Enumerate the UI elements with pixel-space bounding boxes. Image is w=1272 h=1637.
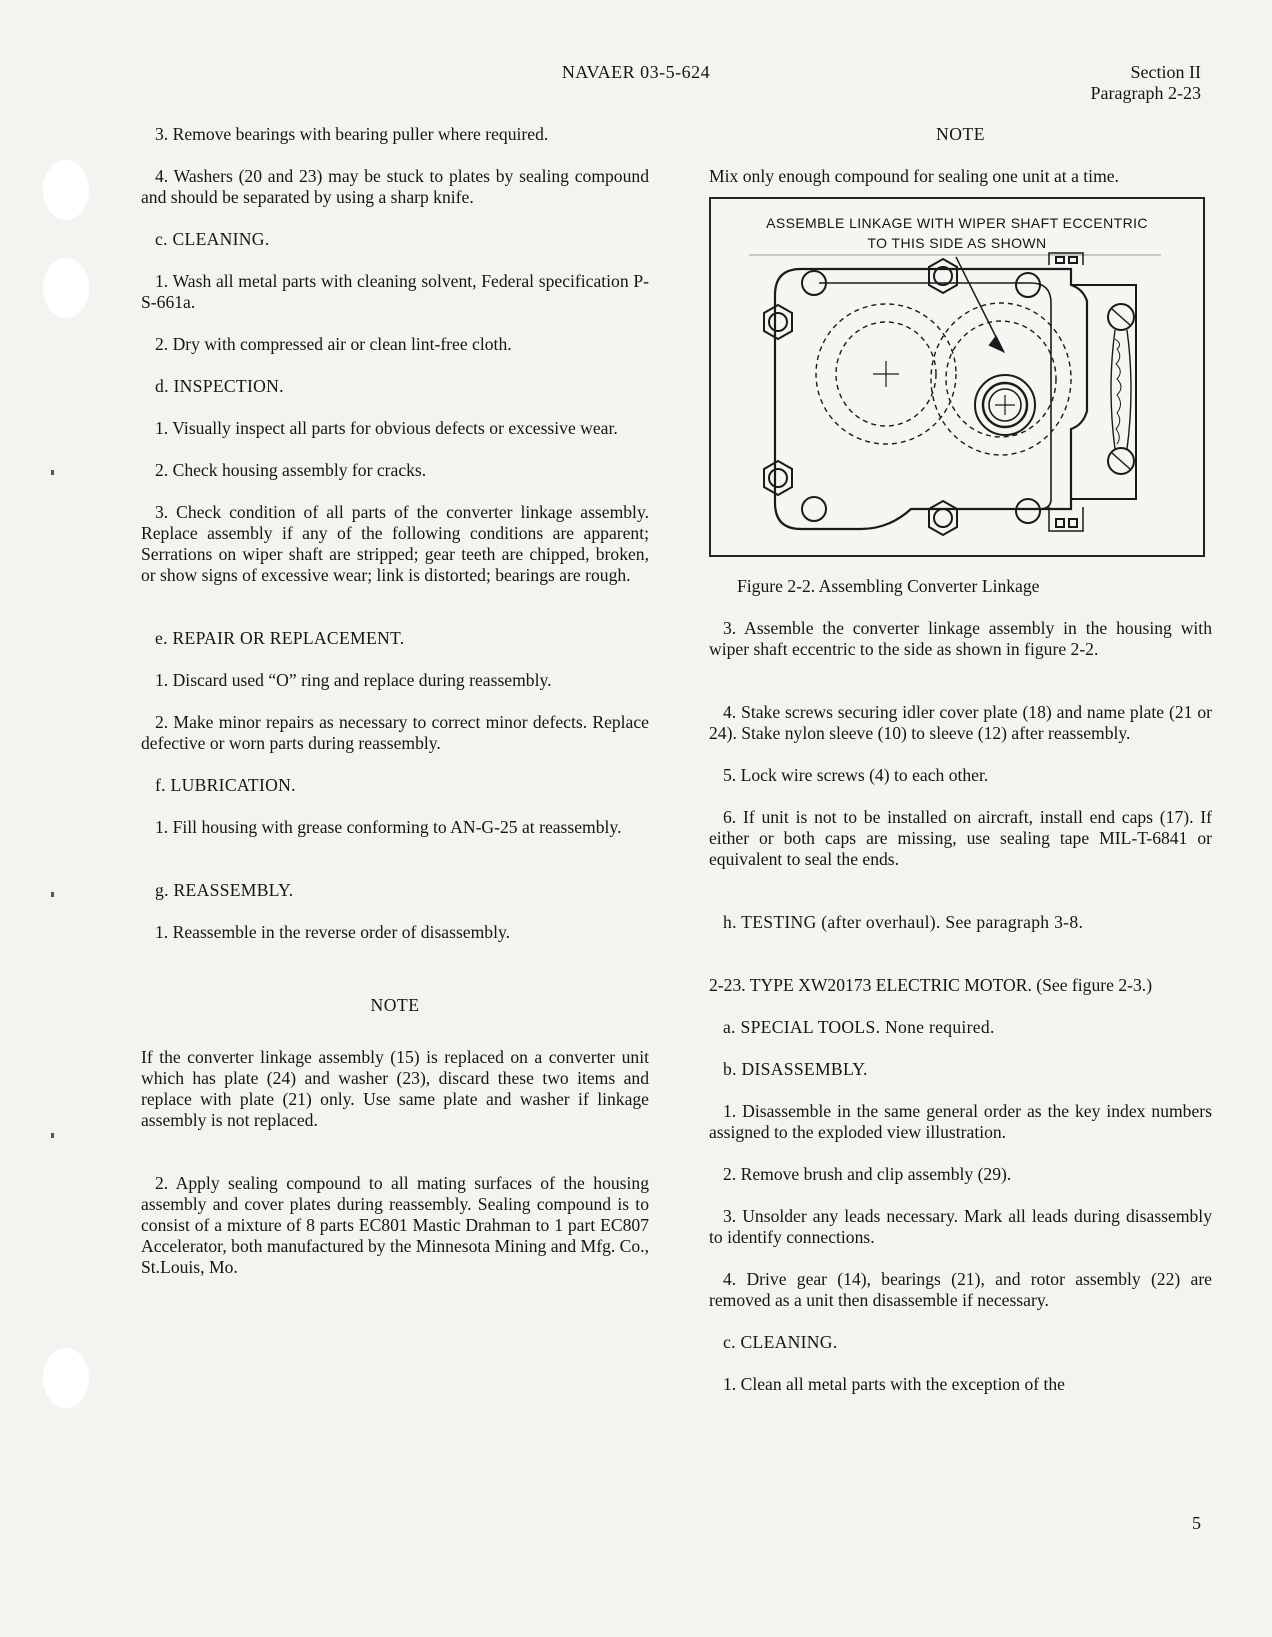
step-stake-screws: 4. Stake screws securing idler cover plate (18) and name plate (21 or 24). Stake nylon sleeve (10) to sleeve (12) after reassembly. [709,702,1212,743]
section-reference [1091,62,1201,104]
step-reassemble: 1. Reassemble in the reverse order of disassembly. [155,922,511,942]
step-disassemble-order: 1. Disassemble in the same general order as the key index numbers assigned to the exploded view illustration. [709,1101,1212,1142]
step-unsolder: 3. Unsolder any leads necessary. Mark all leads during disassembly to identify connections. [709,1206,1212,1247]
note-heading: NOTE [370,995,420,1015]
figure-callout-line1: ASSEMBLE LINKAGE WITH WIPER SHAFT ECCENTRIC [766,215,1148,231]
heading-repair: e. REPAIR OR REPLACEMENT. [155,628,405,648]
step-drive-gear: 4. Drive gear (14), bearings (21), and rotor assembly (22) are removed as a unit then disassemble if necessary. [709,1269,1212,1310]
punch-hole [43,1348,89,1408]
step-fill-grease: 1. Fill housing with grease conforming to AN-G-25 at reassembly. [155,817,622,837]
step-minor-repairs: 2. Make minor repairs as necessary to correct minor defects. Replace defective or worn parts during reassembly. [141,712,649,753]
heading-testing: h. TESTING (after overhaul). See paragraph 3-8. [723,912,1084,932]
step-apply-sealing: 2. Apply sealing compound to all mating surfaces of the housing assembly and cover plates during reassembly. Sealing compound is to consist of a mixture of 8 parts EC801 Mastic Drahman to 1 part EC807 Accelerator, both manufactured by the Minnesota Mining and Mfg. Co., St.Louis, Mo. [141,1173,649,1277]
margin-mark [51,892,54,897]
heading-cleaning: c. CLEANING. [155,229,270,249]
step-check-linkage: 3. Check condition of all parts of the converter linkage assembly. Replace assembly if any of the following conditions are apparent; Serrations on wiper shaft are stripped; gear teeth are chipped, broken, or show signs of excessive wear; link is distorted; bearings are rough. [141,502,649,585]
left-column [141,124,649,1278]
converter-linkage-drawing [711,199,1203,555]
step-assemble-linkage: 3. Assemble the converter linkage assembly in the housing with wiper shaft eccentric to the side as shown in figure 2-2. [709,618,1212,659]
step-remove-bearings: 3. Remove bearings with bearing puller where required. [155,124,549,144]
step-washers: 4. Washers (20 and 23) may be stuck to plates by sealing compound and should be separated by using a sharp knife. [141,166,649,207]
note-heading: NOTE [936,124,985,144]
paragraph-label: Paragraph 2-23 [1090,83,1201,103]
note-linkage-replacement: If the converter linkage assembly (15) is replaced on a converter unit which has plate (24) and washer (23), discard these two items and replace with plate (21) only. Use same plate and washer if linkage assembly is not replaced. [141,1047,649,1130]
figure-callout-line2: TO THIS SIDE AS SHOWN [867,235,1047,251]
punch-hole [43,258,89,318]
heading-cleaning-motor: c. CLEANING. [723,1332,838,1352]
punch-hole [43,160,89,220]
page-number: 5 [1192,1513,1201,1533]
right-column [709,124,1212,1395]
heading-disassembly: b. DISASSEMBLY. [723,1059,868,1079]
figure-caption: Figure 2-2. Assembling Converter Linkage [737,576,1040,596]
heading-reassembly: g. REASSEMBLY. [155,880,294,900]
heading-lubrication: f. LUBRICATION. [155,775,296,795]
step-end-caps: 6. If unit is not to be installed on aircraft, install end caps (17). If either or both caps are missing, use sealing tape MIL-T-6841 or equivalent to seal the ends. [709,807,1212,869]
step-dry: 2. Dry with compressed air or clean lint-free cloth. [155,334,512,354]
step-check-housing: 2. Check housing assembly for cracks. [155,460,427,480]
step-wash-parts: 1. Wash all metal parts with cleaning solvent, Federal specification P-S-661a. [141,271,649,312]
section-label: Section II [1130,62,1201,82]
heading-inspection: d. INSPECTION. [155,376,284,396]
note-mix-compound: Mix only enough compound for sealing one unit at a time. [709,166,1119,186]
figure-2-2 [709,197,1205,557]
step-lock-wire: 5. Lock wire screws (4) to each other. [723,765,989,785]
step-visual-inspect: 1. Visually inspect all parts for obvious defects or excessive wear. [155,418,618,438]
section-2-23-title: 2-23. TYPE XW20173 ELECTRIC MOTOR. (See figure 2-3.) [709,975,1153,995]
margin-mark [51,470,54,475]
margin-mark [51,1133,54,1138]
heading-special-tools: a. SPECIAL TOOLS. None required. [723,1017,995,1037]
step-remove-brush: 2. Remove brush and clip assembly (29). [723,1164,1012,1184]
step-discard-o-ring: 1. Discard used “O” ring and replace during reassembly. [155,670,552,690]
document-number: NAVAER 03-5-624 [561,62,711,82]
step-clean-metal-parts: 1. Clean all metal parts with the exception of the [723,1374,1065,1394]
